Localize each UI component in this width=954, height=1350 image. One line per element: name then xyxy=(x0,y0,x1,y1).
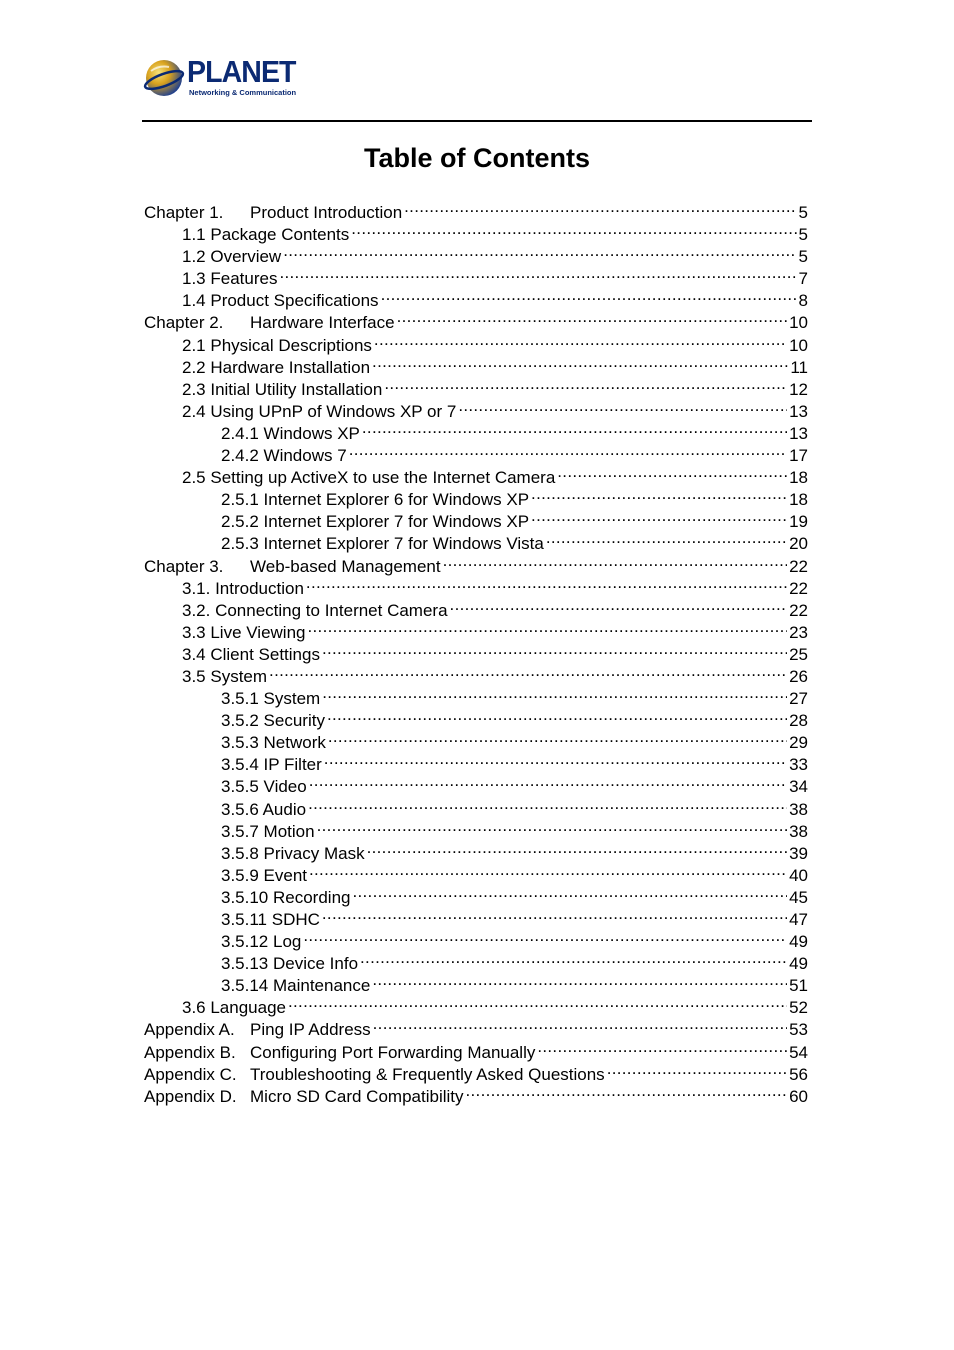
toc-entry-number: Appendix D. xyxy=(144,1086,237,1106)
toc-entry-label: 3.5 System xyxy=(182,666,268,686)
toc-dot-leader xyxy=(404,196,796,218)
toc-entry-label: 3.5.10 Recording xyxy=(221,887,351,907)
toc-entry-label: Web-based Management xyxy=(250,556,441,576)
toc-dot-leader xyxy=(317,815,788,837)
toc-entry-page: 22 xyxy=(789,600,808,620)
toc-entry-page: 19 xyxy=(789,512,808,532)
toc-dot-leader xyxy=(309,859,787,881)
toc-entry-number: Appendix C. xyxy=(144,1064,237,1084)
toc-entry-label: Product Introduction xyxy=(250,203,403,222)
toc-entry-label: 3.5.4 IP Filter xyxy=(221,755,322,775)
toc-dot-leader xyxy=(557,461,787,483)
toc-dot-leader xyxy=(303,925,787,947)
toc-entry-page: 26 xyxy=(789,666,808,686)
toc-entry-label: 1.3 Features xyxy=(182,269,278,289)
toc-entry-page: 28 xyxy=(789,711,808,731)
toc-entry-label: 3.5.7 Motion xyxy=(221,821,315,841)
toc-entry-label: 2.4.2 Windows 7 xyxy=(221,446,347,466)
planet-logo xyxy=(143,55,303,101)
toc-entry-label: 1.4 Product Specifications xyxy=(182,291,379,311)
toc-entry-label: 3.5.12 Log xyxy=(221,932,302,952)
toc-entry-page: 47 xyxy=(789,910,808,929)
toc-entry-page: 49 xyxy=(789,932,808,952)
toc-entry-label: 2.2 Hardware Installation xyxy=(182,357,371,377)
toc-entry-label: 3.1. Introduction xyxy=(182,578,304,598)
toc-dot-leader xyxy=(309,770,787,792)
toc-dot-leader xyxy=(546,527,787,549)
toc-entry-page: 29 xyxy=(789,733,808,753)
toc-dot-leader xyxy=(269,660,787,682)
toc-dot-leader xyxy=(360,947,787,969)
toc-entry-label: 3.5.5 Video xyxy=(221,777,307,797)
toc-entry-label: 3.5.1 System xyxy=(221,689,321,709)
toc-entry-label: 2.5 Setting up ActiveX to use the Internet Camera xyxy=(182,468,556,488)
toc-entry-page: 40 xyxy=(789,865,808,885)
toc-entry-page: 53 xyxy=(789,1020,808,1040)
toc-entry-page: 22 xyxy=(789,556,808,576)
toc-entry-number: Appendix A. xyxy=(144,1020,235,1040)
toc-dot-leader xyxy=(322,903,787,925)
toc-dot-leader xyxy=(279,262,796,284)
toc-entry-page: 10 xyxy=(789,335,808,355)
globe-icon xyxy=(143,57,185,99)
toc-entry-page: 23 xyxy=(789,622,808,642)
toc-entry-label: 1.1 Package Contents xyxy=(182,225,350,245)
toc-dot-leader xyxy=(283,240,796,262)
toc-dot-leader xyxy=(322,682,787,704)
toc-dot-leader xyxy=(322,638,787,660)
toc-entry-label: 2.5.1 Internet Explorer 6 for Windows XP xyxy=(221,490,530,510)
toc-dot-leader xyxy=(306,572,787,594)
toc-entry-label: 1.2 Overview xyxy=(182,247,282,267)
toc-entry-label: Configuring Port Forwarding Manually xyxy=(250,1042,536,1062)
toc-entry-page: 60 xyxy=(789,1086,808,1106)
toc-entry-page: 52 xyxy=(789,998,808,1018)
toc-dot-leader xyxy=(384,373,787,395)
toc-entry-page: 45 xyxy=(789,887,808,907)
toc-entry-page: 18 xyxy=(789,468,808,488)
toc-entry-label: 3.2. Connecting to Internet Camera xyxy=(182,600,448,620)
logo-tagline: Networking & Communication xyxy=(189,88,297,97)
toc-entry-label: 3.5.14 Maintenance xyxy=(221,976,371,996)
toc-entry-label: 3.5.6 Audio xyxy=(221,799,307,819)
toc-entry-page: 7 xyxy=(798,269,808,289)
toc-entry-page: 5 xyxy=(798,247,808,267)
toc-dot-leader xyxy=(458,395,787,417)
toc-entry-page: 51 xyxy=(789,976,808,996)
toc-dot-leader xyxy=(328,726,787,748)
toc-dot-leader xyxy=(466,1080,788,1102)
toc-entry-label: Troubleshooting & Frequently Asked Questions xyxy=(250,1064,605,1084)
toc-entry-page: 8 xyxy=(798,291,808,311)
toc-entry-label: 2.1 Physical Descriptions xyxy=(182,335,372,355)
toc-entry-label: 3.6 Language xyxy=(182,998,286,1018)
toc-dot-leader xyxy=(351,218,796,240)
toc-entry-page: 56 xyxy=(789,1064,808,1084)
toc-dot-leader xyxy=(372,351,788,373)
toc-entry-label: 3.4 Client Settings xyxy=(182,644,320,664)
toc-dot-leader xyxy=(324,748,787,770)
toc-entry-page: 38 xyxy=(789,821,808,841)
toc-entry-label: 3.5.11 SDHC xyxy=(221,910,320,929)
toc-dot-leader xyxy=(352,881,787,903)
toc-entry[interactable] xyxy=(144,196,808,222)
toc-entry-label: 3.5.8 Privacy Mask xyxy=(221,843,365,863)
toc-entry-page: 20 xyxy=(789,534,808,554)
toc-entry-label: 2.5.3 Internet Explorer 7 for Windows Vista xyxy=(221,534,544,554)
toc-dot-leader xyxy=(374,329,787,351)
toc-entry-label: Ping IP Address xyxy=(250,1020,371,1040)
toc-entry-label: 2.4 Using UPnP of Windows XP or 7 xyxy=(182,401,457,421)
toc-dot-leader xyxy=(531,483,787,505)
toc-entry-page: 22 xyxy=(789,578,808,598)
toc-entry-number: Appendix B. xyxy=(144,1042,236,1062)
toc-dot-leader xyxy=(288,991,787,1013)
toc-entry-label: 2.5.2 Internet Explorer 7 for Windows XP xyxy=(221,512,530,532)
toc-entry-label: Micro SD Card Compatibility xyxy=(250,1086,464,1106)
toc-entry-label: 2.3 Initial Utility Installation xyxy=(182,379,383,399)
toc-entry-label: 2.4.1 Windows XP xyxy=(221,423,360,443)
page-title: Table of Contents xyxy=(364,143,590,173)
toc-entry-number: Chapter 3. xyxy=(144,556,224,576)
toc-entry-page: 38 xyxy=(789,799,808,819)
toc-dot-leader xyxy=(327,704,787,726)
toc-dot-leader xyxy=(607,1058,787,1080)
toc-entry-page: 27 xyxy=(789,689,808,709)
toc-entry-number: Chapter 2. xyxy=(144,313,224,333)
toc-entry-page: 17 xyxy=(789,446,808,466)
toc-entry-label: Hardware Interface xyxy=(250,313,395,333)
toc-entry-label: 3.5.2 Security xyxy=(221,711,325,731)
toc-dot-leader xyxy=(308,793,787,815)
toc-entry-page: 5 xyxy=(798,225,808,245)
toc-entry-page: 49 xyxy=(789,954,808,974)
toc-dot-leader xyxy=(450,594,788,616)
toc-dot-leader xyxy=(349,439,787,461)
toc-entry-label: 3.5.9 Event xyxy=(221,865,308,885)
toc-entry-page: 18 xyxy=(789,490,808,510)
toc-dot-leader xyxy=(537,1036,787,1058)
toc-dot-leader xyxy=(372,969,787,991)
toc-entry-page: 39 xyxy=(789,843,808,863)
toc-entry-page: 13 xyxy=(789,423,808,443)
toc-dot-leader xyxy=(373,1013,787,1035)
toc-entry-page: 25 xyxy=(789,644,808,664)
toc-dot-leader xyxy=(381,284,797,306)
toc-entry-page: 13 xyxy=(789,401,808,421)
toc-entry-number: Chapter 1. xyxy=(144,203,224,222)
toc-entry-label: 3.3 Live Viewing xyxy=(182,622,306,642)
toc-entry-page: 33 xyxy=(789,755,808,775)
toc-dot-leader xyxy=(397,306,788,328)
toc-entry-page: 5 xyxy=(798,203,808,222)
toc-dot-leader xyxy=(443,550,788,572)
logo-wordmark: PLANET xyxy=(187,54,296,89)
toc-entry-page: 10 xyxy=(789,313,808,333)
toc-entry-page: 12 xyxy=(789,379,808,399)
header-divider xyxy=(142,120,812,122)
table-of-contents xyxy=(144,196,808,1106)
toc-dot-leader xyxy=(531,505,787,527)
toc-dot-leader xyxy=(362,417,787,439)
toc-entry-label: 3.5.3 Network xyxy=(221,733,326,753)
toc-dot-leader xyxy=(367,837,787,859)
toc-entry-label: 3.5.13 Device Info xyxy=(221,954,359,974)
toc-entry-page: 54 xyxy=(789,1042,808,1062)
toc-entry-page: 11 xyxy=(790,357,808,377)
toc-entry-page: 34 xyxy=(789,777,808,797)
toc-dot-leader xyxy=(308,616,788,638)
